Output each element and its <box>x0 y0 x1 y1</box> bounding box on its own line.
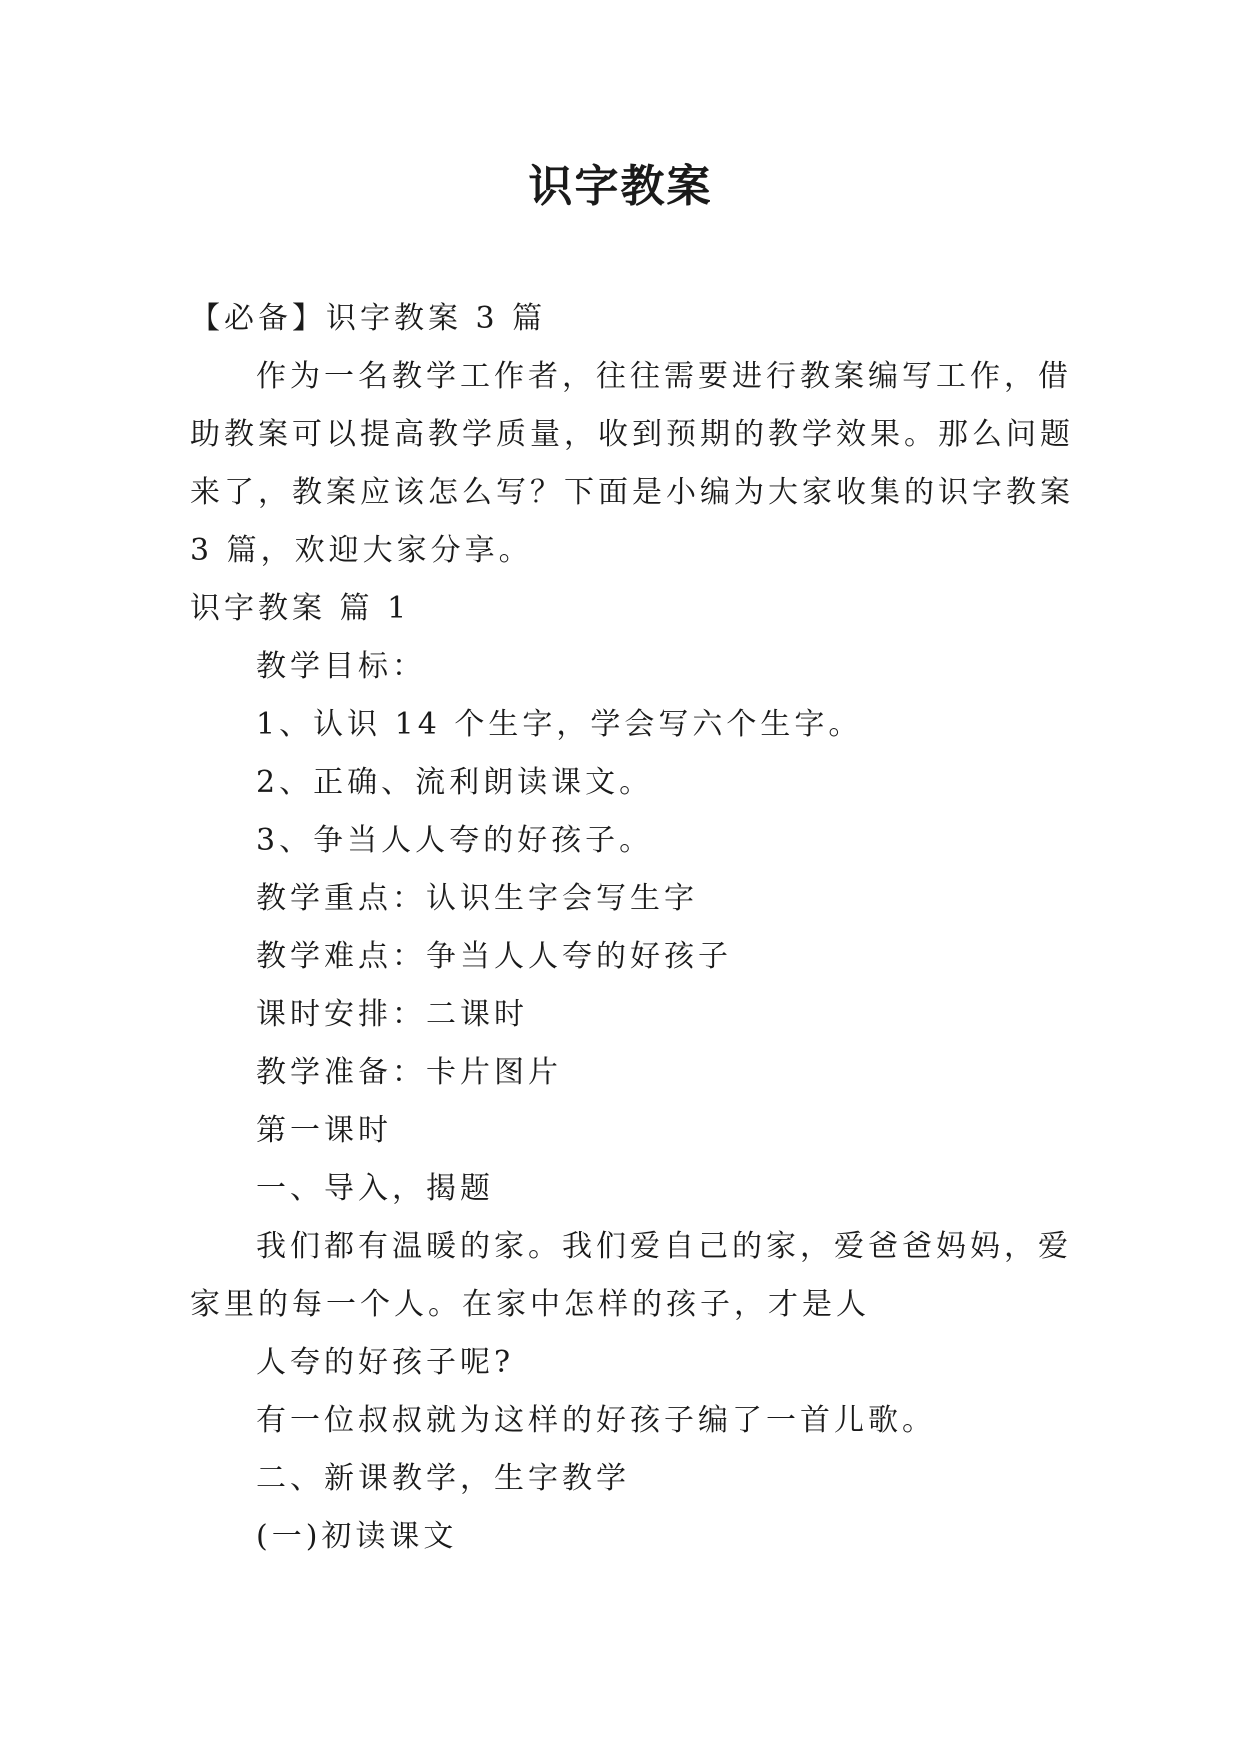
body-line-5: 教学重点：认识生字会写生字 <box>256 881 698 916</box>
body-line-2: 1、认识 14 个生字，学会写六个生字。 <box>256 707 863 742</box>
para-line-2: 家里的每一个人。在家中怎样的孩子，才是人 <box>190 1287 870 1322</box>
body-line-6: 教学难点：争当人人夸的好孩子 <box>256 939 732 974</box>
body-line-10: 一、导入，揭题 <box>256 1171 494 1206</box>
intro-line-3: 来了，教案应该怎么写？下面是小编为大家收集的识字教案 <box>190 475 1074 510</box>
body-line-8: 教学准备：卡片图片 <box>256 1055 562 1090</box>
section-heading: 识字教案 篇 1 <box>190 591 411 626</box>
body-line-1: 教学目标： <box>256 649 426 684</box>
tail-line-4: (一)初读课文 <box>256 1519 458 1554</box>
subtitle-line: 【必备】识字教案 3 篇 <box>190 301 547 336</box>
body-line-7: 课时安排：二课时 <box>256 997 528 1032</box>
para-line-1: 我们都有温暖的家。我们爱自己的家，爱爸爸妈妈，爱 <box>256 1229 1072 1264</box>
intro-line-1: 作为一名教学工作者，往往需要进行教案编写工作，借 <box>256 359 1072 394</box>
tail-line-3: 二、新课教学，生字教学 <box>256 1461 630 1496</box>
intro-line-2: 助教案可以提高教学质量，收到预期的教学效果。那么问题 <box>190 417 1074 452</box>
intro-line-4: 3 篇，欢迎大家分享。 <box>190 533 533 568</box>
body-line-9: 第一课时 <box>256 1113 392 1148</box>
body-line-3: 2、正确、流利朗读课文。 <box>256 765 654 800</box>
document-body <box>190 290 1074 1566</box>
body-line-4: 3、争当人人夸的好孩子。 <box>256 823 654 858</box>
tail-line-2: 有一位叔叔就为这样的好孩子编了一首儿歌。 <box>256 1403 936 1438</box>
tail-line-1: 人夸的好孩子呢? <box>256 1345 515 1380</box>
document-title: 识字教案 <box>528 161 713 212</box>
